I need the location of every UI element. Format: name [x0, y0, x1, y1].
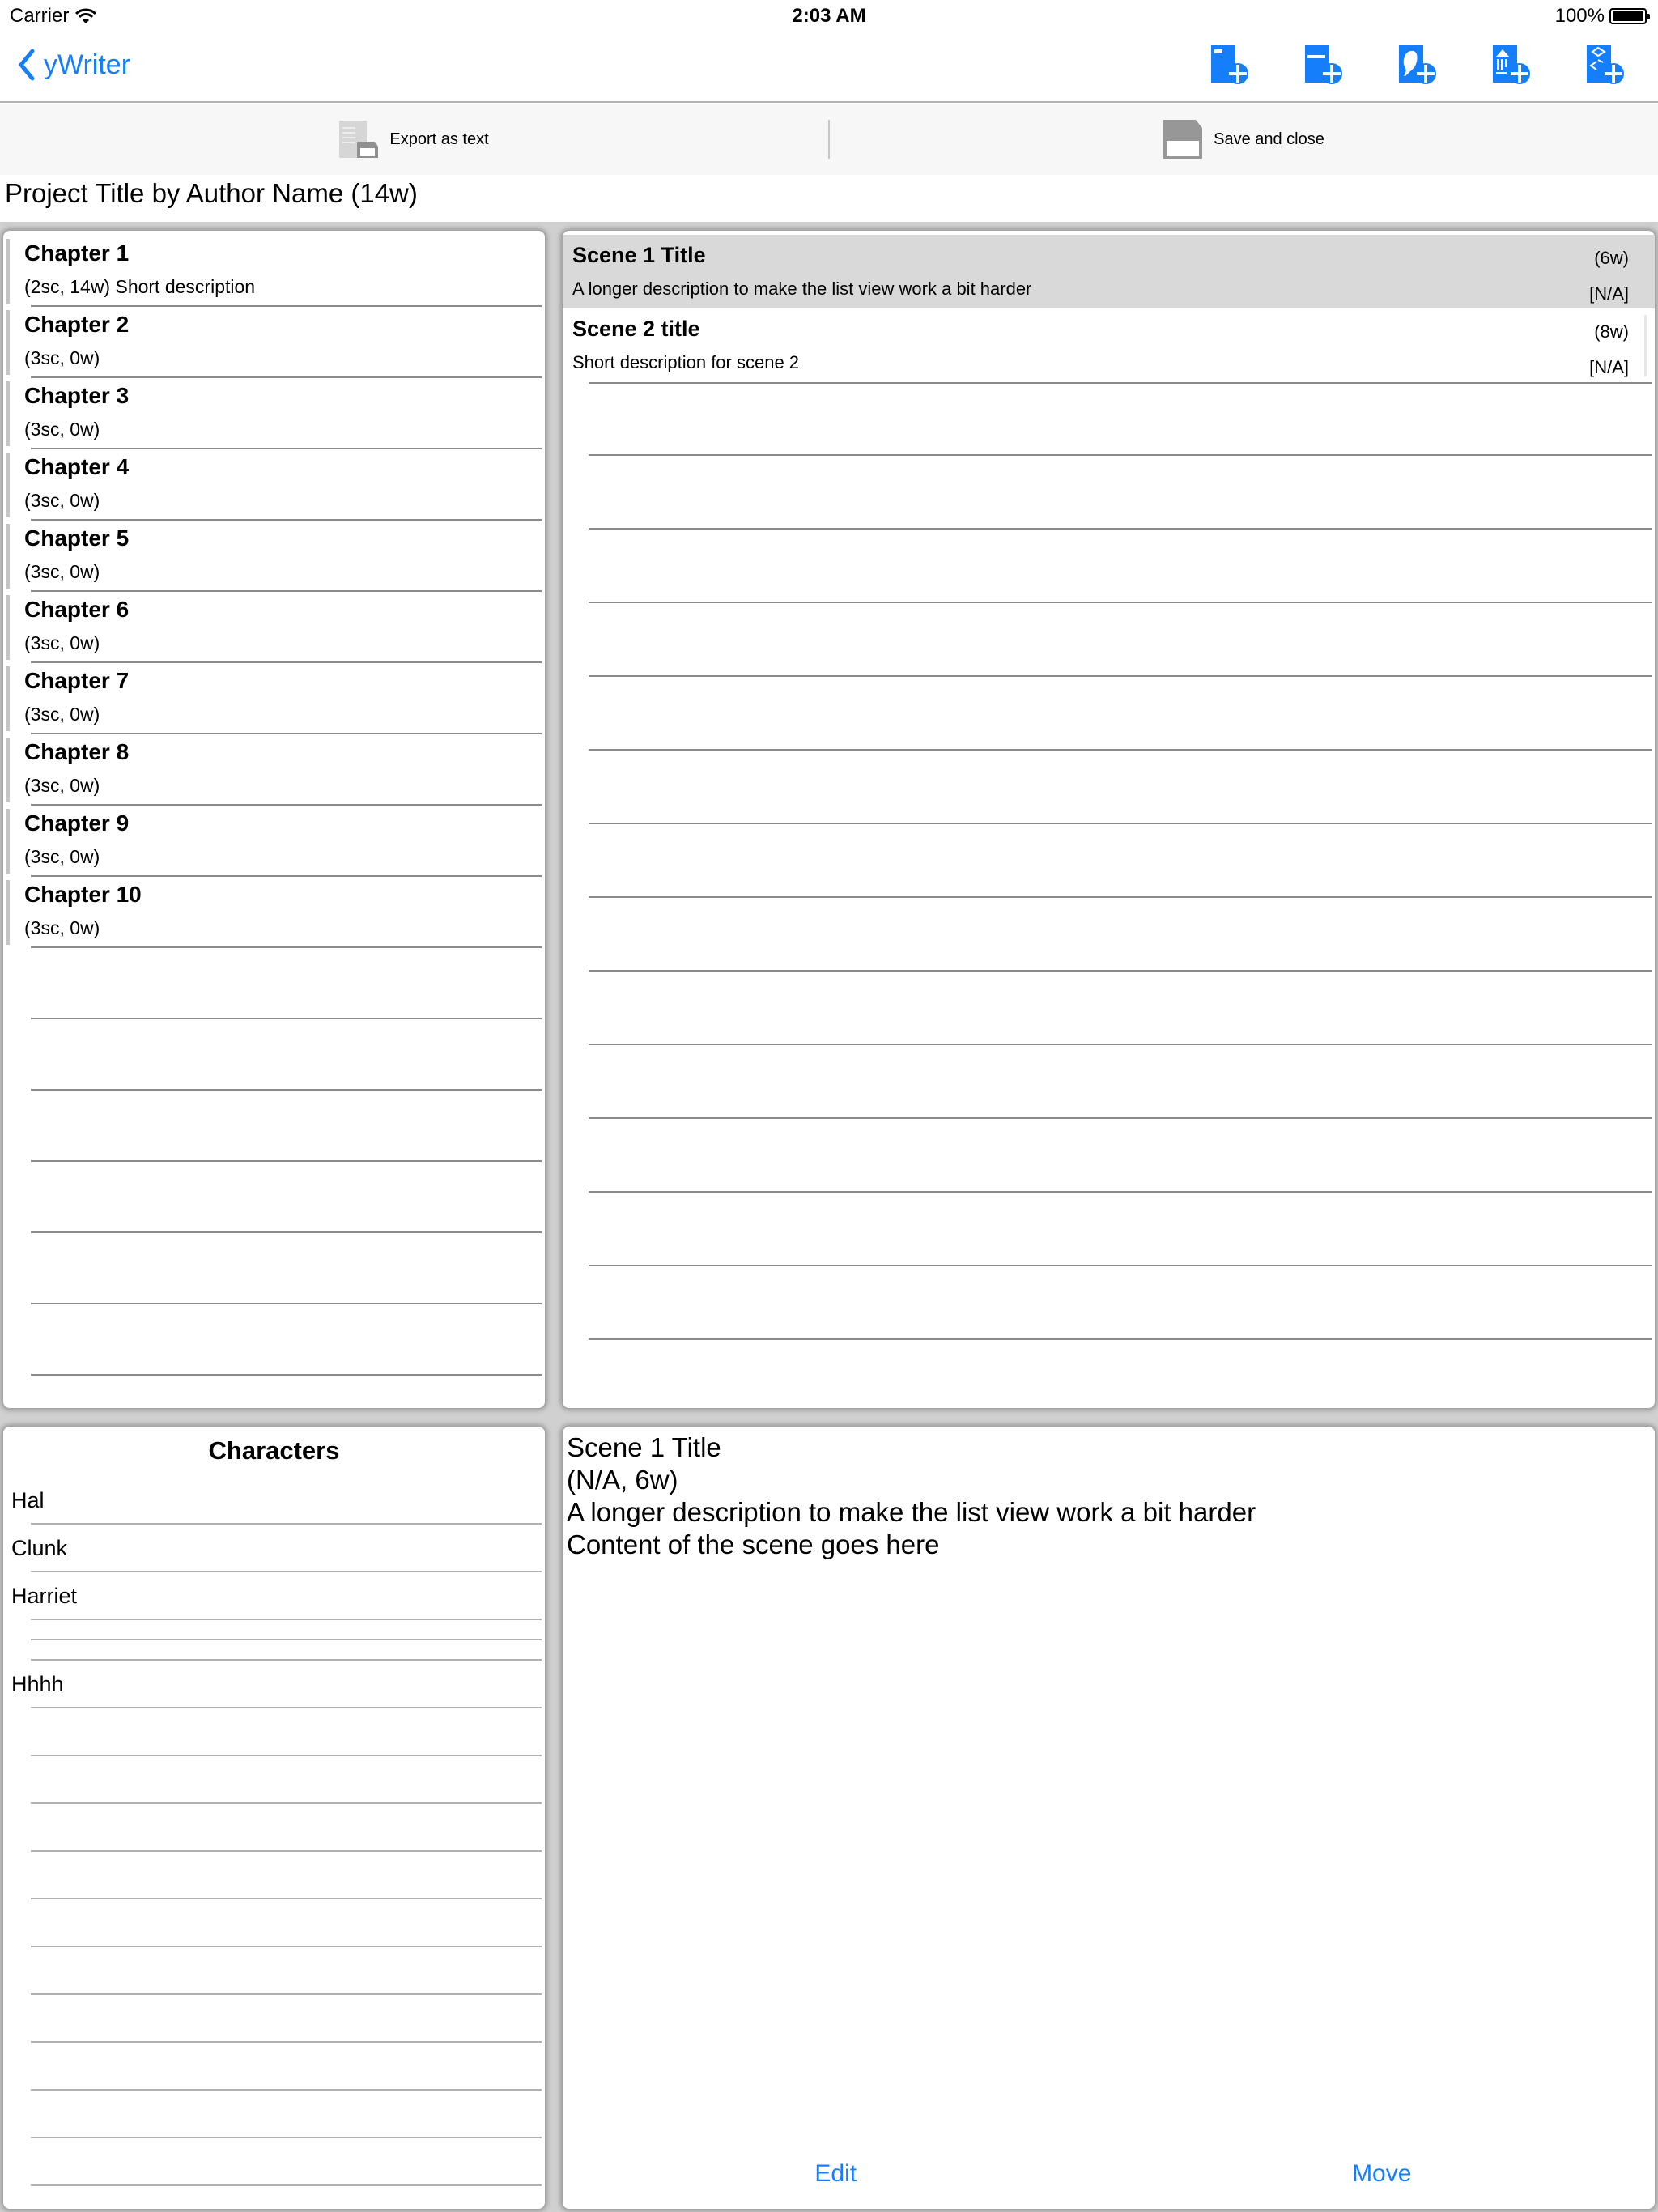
save-and-close-button[interactable]	[830, 104, 1658, 175]
chapter-row[interactable]	[3, 877, 545, 948]
scene-status: [N/A]	[1589, 357, 1629, 377]
chapter-marker	[6, 239, 10, 304]
scene-desc: Short description for scene 2	[572, 352, 800, 372]
battery-indicator	[1555, 5, 1647, 28]
empty-row	[563, 1193, 1655, 1266]
character-name: Hhhh	[11, 1672, 64, 1696]
chapter-title: Chapter 6	[24, 597, 130, 622]
character-name: Hal	[11, 1488, 45, 1512]
character-row[interactable]	[3, 1661, 545, 1708]
scene-status: [N/A]	[1589, 283, 1629, 304]
chapter-row[interactable]	[3, 806, 545, 877]
save-icon	[1163, 120, 1202, 159]
chapter-desc: (3sc, 0w)	[24, 419, 100, 440]
chapter-marker	[6, 595, 10, 660]
chapter-desc: (3sc, 0w)	[24, 490, 100, 511]
chapter-desc: (3sc, 0w)	[24, 347, 100, 368]
chapter-marker	[6, 880, 10, 945]
empty-row	[563, 1045, 1655, 1119]
detail-content: Content of the scene goes here	[567, 1529, 940, 1559]
chapter-title: Chapter 8	[24, 739, 130, 764]
empty-row	[3, 1019, 545, 1091]
character-name: Harriet	[11, 1584, 78, 1608]
clock: 2:03 AM	[792, 5, 866, 27]
chapter-marker	[6, 809, 10, 874]
nav-actions	[1209, 44, 1626, 86]
project-title: Project Title by Author Name (14w)	[5, 178, 418, 208]
character-row[interactable]	[3, 1525, 545, 1572]
chapter-row[interactable]	[3, 734, 545, 806]
empty-row	[3, 948, 545, 1019]
scene-row[interactable]	[563, 235, 1655, 308]
character-row[interactable]	[3, 1620, 545, 1640]
character-row[interactable]	[3, 1477, 545, 1525]
edit-button[interactable]: Edit	[814, 2160, 857, 2187]
empty-row	[3, 1804, 545, 1852]
chapter-title: Chapter 5	[24, 525, 130, 551]
export-label: Export as text	[389, 130, 489, 148]
chapters-list[interactable]	[3, 231, 545, 1408]
carrier-label: Carrier	[10, 5, 70, 27]
chapter-marker	[6, 666, 10, 731]
empty-row	[563, 972, 1655, 1045]
navigation-bar	[0, 32, 1658, 103]
chapter-marker	[6, 738, 10, 802]
chapter-title: Chapter 3	[24, 383, 130, 408]
empty-row	[3, 2091, 545, 2138]
empty-row	[3, 1708, 545, 1756]
chapter-row[interactable]	[3, 307, 545, 378]
chapter-desc: (3sc, 0w)	[24, 632, 100, 653]
move-button[interactable]: Move	[1352, 2160, 1412, 2187]
toolbar	[0, 104, 1658, 175]
add-character-button[interactable]	[1397, 44, 1438, 86]
add-location-button[interactable]	[1491, 44, 1532, 86]
back-label: yWriter	[44, 49, 131, 80]
add-scene-button[interactable]	[1303, 44, 1344, 86]
empty-row	[3, 1304, 545, 1376]
chapter-row[interactable]	[3, 236, 545, 307]
chapter-desc: (3sc, 0w)	[24, 846, 100, 867]
status-bar	[0, 0, 1658, 32]
chapter-marker	[6, 453, 10, 517]
empty-row	[3, 1852, 545, 1899]
chapter-marker	[6, 381, 10, 446]
chapter-marker	[6, 524, 10, 589]
chapter-title: Chapter 7	[24, 668, 130, 693]
save-label: Save and close	[1214, 130, 1324, 148]
empty-row	[3, 1899, 545, 1947]
character-name: Clunk	[11, 1536, 68, 1560]
empty-row	[563, 751, 1655, 824]
scenes-list[interactable]	[563, 231, 1655, 1408]
chapter-marker	[6, 310, 10, 375]
add-item-button[interactable]	[1585, 44, 1626, 86]
empty-row	[563, 677, 1655, 751]
empty-row	[563, 456, 1655, 530]
empty-row	[3, 1162, 545, 1233]
scene-title: Scene 1 Title	[572, 243, 706, 267]
chapter-title: Chapter 9	[24, 810, 130, 836]
character-row[interactable]	[3, 1640, 545, 1661]
detail-description: A longer description to make the list view work a bit harder	[567, 1497, 1256, 1527]
export-text-icon	[339, 121, 378, 158]
chapter-row[interactable]	[3, 592, 545, 663]
detail-meta: (N/A, 6w)	[567, 1465, 678, 1495]
empty-row	[563, 898, 1655, 972]
chevron-left-icon	[18, 49, 36, 81]
chapter-row[interactable]	[3, 663, 545, 734]
detail-title: Scene 1 Title	[567, 1432, 721, 1462]
empty-row	[563, 1266, 1655, 1340]
empty-row	[563, 382, 1655, 456]
scene-word-count: (6w)	[1594, 248, 1629, 268]
export-as-text-button[interactable]	[0, 104, 828, 175]
add-chapter-button[interactable]	[1209, 44, 1250, 86]
scene-title: Scene 2 title	[572, 317, 700, 341]
scroll-indicator[interactable]	[1644, 315, 1647, 376]
chapter-row[interactable]	[3, 521, 545, 592]
scene-desc: A longer description to make the list view work a bit harder	[572, 279, 1032, 299]
empty-row	[563, 824, 1655, 898]
chapter-desc: (2sc, 14w) Short description	[24, 276, 256, 297]
characters-panel	[3, 1427, 545, 2209]
character-row[interactable]	[3, 1572, 545, 1620]
chapter-title: Chapter 4	[24, 454, 130, 479]
chapter-row[interactable]	[3, 449, 545, 521]
chapter-title: Chapter 10	[24, 882, 142, 907]
detail-actions	[563, 2160, 1655, 2188]
scene-word-count: (8w)	[1594, 321, 1629, 342]
battery-icon	[1609, 8, 1647, 24]
empty-row	[3, 1091, 545, 1162]
chapter-title: Chapter 2	[24, 312, 130, 337]
chapter-desc: (3sc, 0w)	[24, 561, 100, 582]
chapter-desc: (3sc, 0w)	[24, 704, 100, 725]
empty-row	[3, 1947, 545, 1995]
chapter-desc: (3sc, 0w)	[24, 917, 100, 938]
empty-row	[563, 530, 1655, 603]
scene-detail-panel	[563, 1427, 1655, 2209]
characters-header: Characters	[208, 1436, 340, 1465]
chapter-title: Chapter 1	[24, 240, 130, 266]
empty-row	[3, 1995, 545, 2043]
chapter-row[interactable]	[3, 378, 545, 449]
battery-percent: 100%	[1554, 5, 1605, 27]
empty-row	[3, 1756, 545, 1804]
empty-row	[3, 1233, 545, 1304]
scene-detail-text	[563, 1427, 1655, 1566]
empty-row	[3, 2138, 545, 2186]
back-button[interactable]	[18, 49, 130, 81]
chapter-desc: (3sc, 0w)	[24, 775, 100, 796]
empty-row	[563, 603, 1655, 677]
empty-row	[3, 2043, 545, 2091]
empty-row	[563, 1119, 1655, 1193]
scene-row[interactable]	[563, 308, 1655, 382]
